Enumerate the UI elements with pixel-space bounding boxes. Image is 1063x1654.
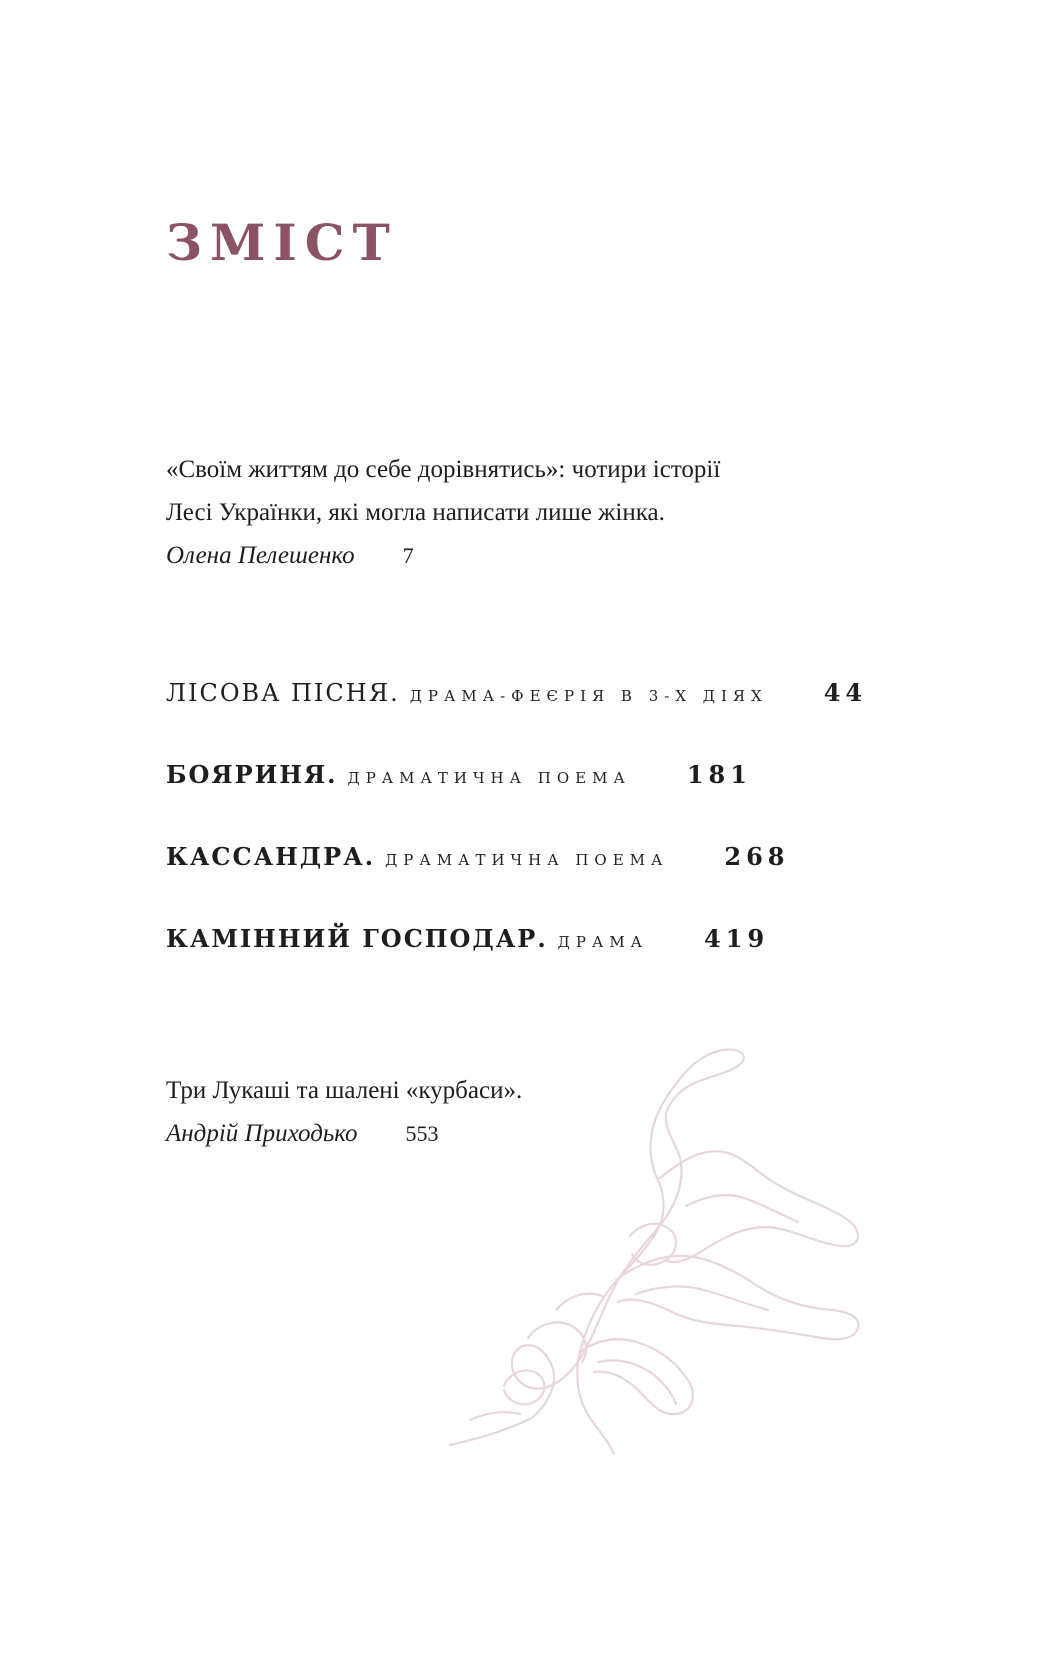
work-page-number: 181 [686, 760, 752, 789]
toc-entry-kassandra[interactable] [166, 842, 867, 924]
afterword-essay-title: Три Лукаші та шалені «курбаси». [166, 1077, 523, 1104]
work-genre: ДРАМАТИЧНА ПОЕМА [385, 851, 669, 869]
intro-essay-page-number: 7 [402, 543, 414, 568]
toc-entry-lisova-pisnia[interactable] [166, 678, 867, 760]
work-genre: ДРАМАТИЧНА ПОЕМА [347, 769, 631, 787]
work-genre: ДРАМА-ФЕЄРІЯ В 3-Х ДІЯХ [409, 687, 768, 705]
work-page-number: 268 [724, 842, 790, 871]
toc-entry-boiarynia[interactable] [166, 760, 867, 842]
work-title: КАССАНДРА. [166, 842, 376, 871]
intro-essay-author-row [166, 534, 720, 577]
toc-entry-kaminnyi-hospodar[interactable] [166, 924, 867, 1006]
page-title: ЗМІСТ [166, 213, 398, 272]
afterword-essay-page-number: 553 [405, 1121, 439, 1146]
work-title: БОЯРИНЯ. [166, 760, 338, 789]
work-page-number: 419 [704, 924, 770, 953]
intro-essay-author: Олена Пелешенко [166, 542, 355, 569]
work-title: ЛІСОВА ПІСНЯ. [166, 679, 400, 707]
works-list [166, 678, 867, 1006]
work-page-number: 44 [823, 678, 868, 707]
floral-ornament-icon [440, 1040, 920, 1490]
work-title: КАМІННИЙ ГОСПОДАР. [166, 924, 548, 953]
intro-essay-title-line-2: Лесі Українки, які могла написати лише жінка. [166, 499, 665, 526]
intro-essay-title-line-1: «Своїм життям до себе дорівнятись»: чотири історії [166, 456, 721, 483]
intro-essay-entry[interactable] [166, 448, 720, 577]
afterword-essay-author: Андрій Приходько [166, 1120, 358, 1147]
work-genre: ДРАМА [557, 933, 649, 951]
